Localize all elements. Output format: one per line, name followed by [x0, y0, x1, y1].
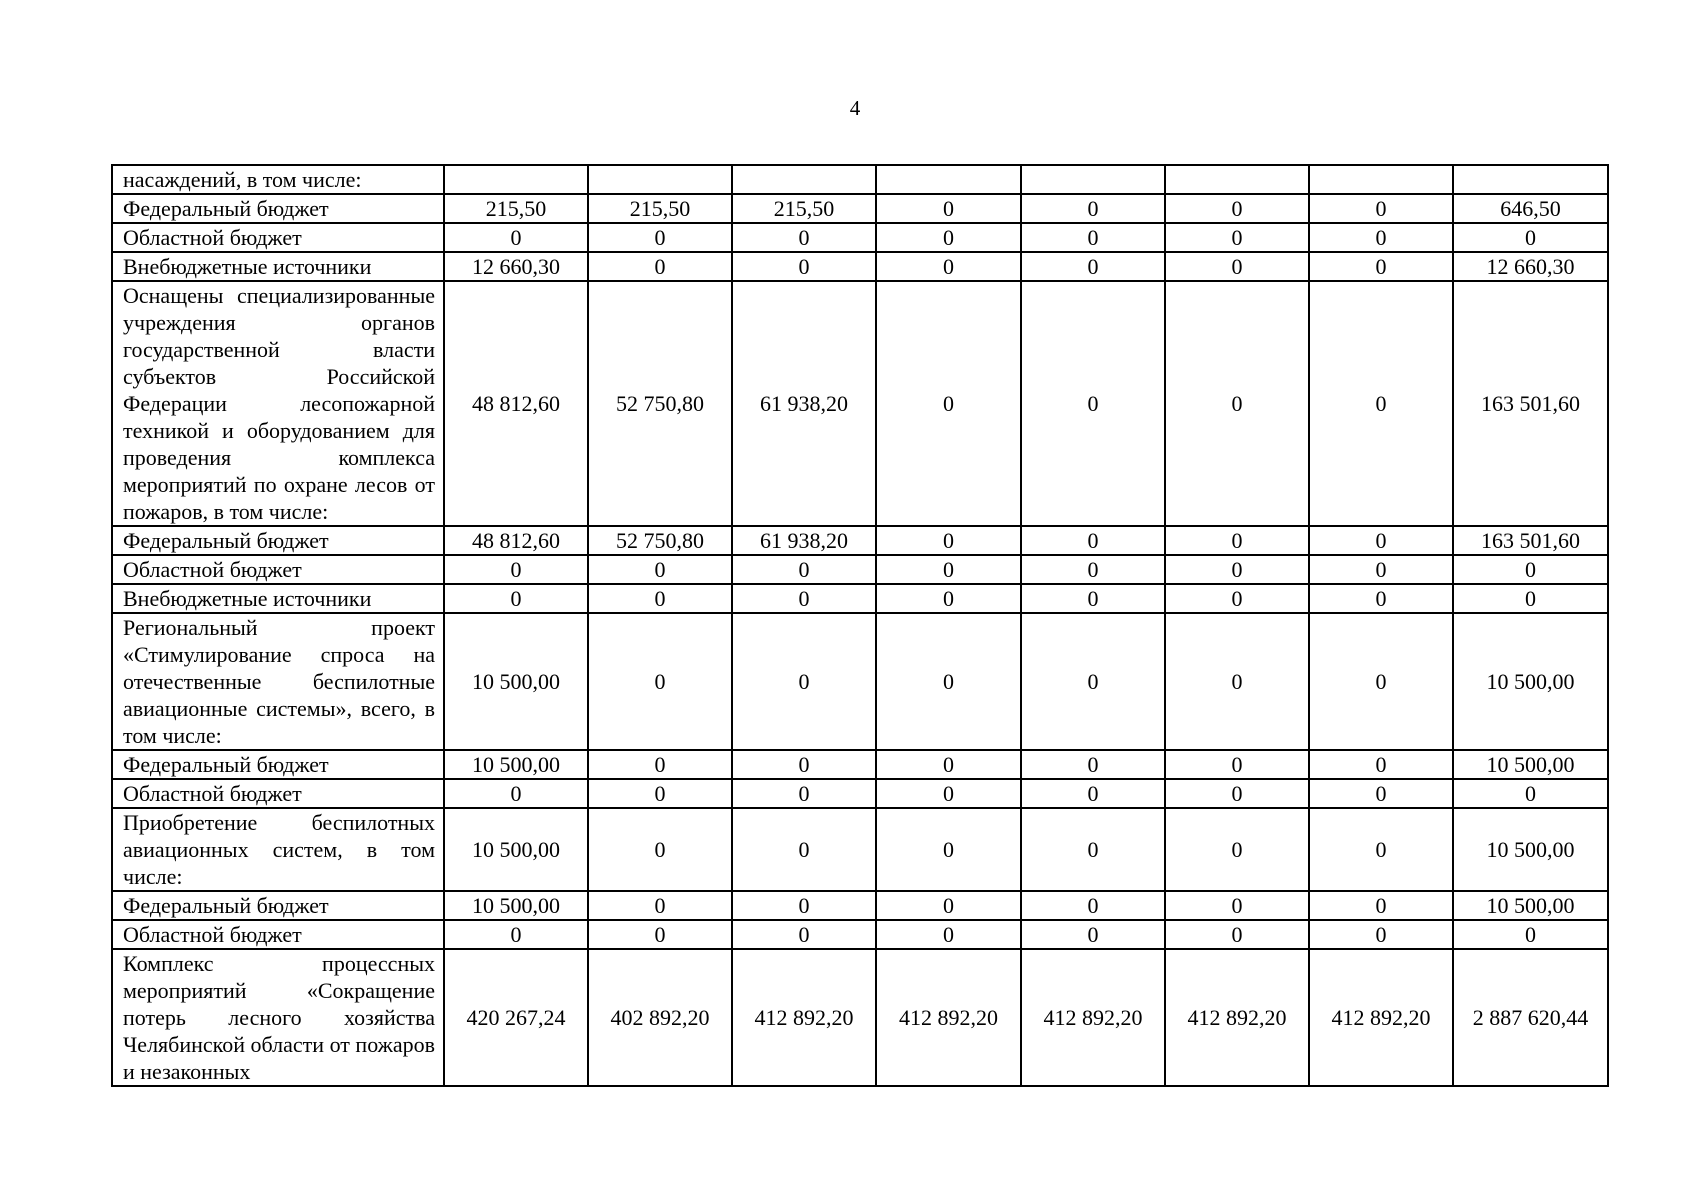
total-cell: 0 [1453, 779, 1608, 808]
value-cell: 0 [876, 194, 1021, 223]
value-cell: 0 [1165, 920, 1309, 949]
value-cell: 61 938,20 [732, 281, 876, 526]
value-cell: 0 [732, 891, 876, 920]
value-cell: 0 [1165, 281, 1309, 526]
row-label: Областной бюджет [112, 920, 444, 949]
value-cell [1309, 165, 1453, 194]
value-cell: 0 [1165, 252, 1309, 281]
value-cell: 0 [876, 252, 1021, 281]
value-cell: 0 [732, 555, 876, 584]
value-cell: 0 [1309, 526, 1453, 555]
row-label: Областной бюджет [112, 555, 444, 584]
value-cell: 0 [588, 808, 732, 891]
total-cell: 12 660,30 [1453, 252, 1608, 281]
row-label: Приобретение беспилотных авиационных систем, в том числе: [112, 808, 444, 891]
value-cell: 0 [1021, 613, 1165, 750]
row-label: Федеральный бюджет [112, 526, 444, 555]
table-row [112, 281, 1608, 526]
value-cell: 0 [588, 584, 732, 613]
value-cell [1021, 165, 1165, 194]
value-cell: 48 812,60 [444, 281, 588, 526]
value-cell: 0 [732, 252, 876, 281]
total-cell: 0 [1453, 555, 1608, 584]
total-cell: 163 501,60 [1453, 526, 1608, 555]
row-label: Федеральный бюджет [112, 891, 444, 920]
value-cell: 0 [1309, 808, 1453, 891]
row-label: Оснащены специализированные учреждения органов государственной власти субъектов Российской Федерации лесопожарной техникой и оборудованием для проведения комплекса мероприятий по охране лесов от пожаров, в том числе: [112, 281, 444, 526]
value-cell: 0 [1021, 920, 1165, 949]
value-cell: 0 [876, 584, 1021, 613]
value-cell [444, 165, 588, 194]
value-cell [732, 165, 876, 194]
value-cell: 412 892,20 [1165, 949, 1309, 1086]
value-cell: 0 [732, 779, 876, 808]
value-cell: 0 [732, 613, 876, 750]
value-cell: 0 [1309, 613, 1453, 750]
value-cell: 0 [876, 891, 1021, 920]
value-cell: 0 [1165, 223, 1309, 252]
value-cell: 215,50 [732, 194, 876, 223]
table-row [112, 891, 1608, 920]
value-cell: 402 892,20 [588, 949, 732, 1086]
value-cell: 61 938,20 [732, 526, 876, 555]
value-cell: 0 [1021, 281, 1165, 526]
value-cell: 10 500,00 [444, 750, 588, 779]
value-cell [588, 165, 732, 194]
value-cell: 0 [1165, 555, 1309, 584]
value-cell: 0 [588, 223, 732, 252]
value-cell: 0 [1309, 891, 1453, 920]
value-cell: 0 [732, 808, 876, 891]
value-cell: 0 [876, 526, 1021, 555]
row-label: Федеральный бюджет [112, 194, 444, 223]
value-cell: 0 [876, 281, 1021, 526]
row-label: насаждений, в том числе: [112, 165, 444, 194]
value-cell: 0 [1309, 750, 1453, 779]
value-cell [1165, 165, 1309, 194]
value-cell: 0 [876, 779, 1021, 808]
total-cell: 10 500,00 [1453, 808, 1608, 891]
row-label: Федеральный бюджет [112, 750, 444, 779]
row-label: Областной бюджет [112, 223, 444, 252]
table-row [112, 949, 1608, 1086]
value-cell: 412 892,20 [1309, 949, 1453, 1086]
total-cell: 2 887 620,44 [1453, 949, 1608, 1086]
page-number: 4 [849, 96, 861, 120]
value-cell: 412 892,20 [732, 949, 876, 1086]
value-cell: 0 [1309, 920, 1453, 949]
value-cell: 0 [876, 613, 1021, 750]
value-cell: 12 660,30 [444, 252, 588, 281]
value-cell: 0 [876, 808, 1021, 891]
value-cell: 0 [588, 891, 732, 920]
value-cell: 0 [1309, 584, 1453, 613]
value-cell: 0 [588, 779, 732, 808]
value-cell: 0 [876, 555, 1021, 584]
value-cell: 0 [732, 920, 876, 949]
value-cell: 0 [732, 584, 876, 613]
value-cell: 0 [1021, 891, 1165, 920]
total-cell: 10 500,00 [1453, 613, 1608, 750]
value-cell: 412 892,20 [1021, 949, 1165, 1086]
value-cell: 0 [444, 779, 588, 808]
total-cell: 10 500,00 [1453, 891, 1608, 920]
value-cell: 412 892,20 [876, 949, 1021, 1086]
value-cell: 0 [588, 750, 732, 779]
value-cell: 0 [588, 555, 732, 584]
value-cell: 52 750,80 [588, 526, 732, 555]
table-row [112, 750, 1608, 779]
total-cell: 646,50 [1453, 194, 1608, 223]
value-cell: 0 [1165, 891, 1309, 920]
value-cell: 0 [444, 584, 588, 613]
table-row [112, 779, 1608, 808]
value-cell: 0 [1309, 252, 1453, 281]
value-cell: 0 [732, 223, 876, 252]
table-row [112, 252, 1608, 281]
total-cell [1453, 165, 1608, 194]
value-cell: 0 [1021, 584, 1165, 613]
value-cell: 52 750,80 [588, 281, 732, 526]
row-label: Областной бюджет [112, 779, 444, 808]
value-cell: 0 [1165, 526, 1309, 555]
value-cell: 215,50 [588, 194, 732, 223]
row-label: Комплекс процессных мероприятий «Сокращение потерь лесного хозяйства Челябинской области от пожаров и незаконных [112, 949, 444, 1086]
total-cell: 10 500,00 [1453, 750, 1608, 779]
budget-table [111, 164, 1609, 1087]
value-cell: 0 [1021, 526, 1165, 555]
table-row [112, 808, 1608, 891]
table-row [112, 526, 1608, 555]
total-cell: 0 [1453, 584, 1608, 613]
value-cell: 0 [1165, 750, 1309, 779]
value-cell: 0 [1165, 808, 1309, 891]
value-cell: 0 [876, 750, 1021, 779]
value-cell: 10 500,00 [444, 891, 588, 920]
total-cell: 163 501,60 [1453, 281, 1608, 526]
value-cell: 0 [876, 920, 1021, 949]
value-cell: 0 [1021, 779, 1165, 808]
value-cell: 0 [1165, 779, 1309, 808]
value-cell: 0 [1021, 808, 1165, 891]
value-cell: 0 [1021, 555, 1165, 584]
table-row [112, 194, 1608, 223]
value-cell: 0 [444, 555, 588, 584]
value-cell: 0 [444, 920, 588, 949]
value-cell: 0 [1309, 779, 1453, 808]
value-cell: 420 267,24 [444, 949, 588, 1086]
value-cell: 10 500,00 [444, 613, 588, 750]
value-cell: 0 [1165, 584, 1309, 613]
value-cell: 0 [732, 750, 876, 779]
value-cell: 0 [1165, 194, 1309, 223]
value-cell: 10 500,00 [444, 808, 588, 891]
table-row [112, 555, 1608, 584]
value-cell: 0 [876, 223, 1021, 252]
value-cell: 215,50 [444, 194, 588, 223]
value-cell: 0 [1021, 252, 1165, 281]
row-label: Внебюджетные источники [112, 252, 444, 281]
table-row [112, 920, 1608, 949]
table-body [112, 165, 1608, 1086]
value-cell [876, 165, 1021, 194]
value-cell: 0 [588, 613, 732, 750]
value-cell: 0 [588, 920, 732, 949]
value-cell: 0 [1021, 750, 1165, 779]
table-row [112, 223, 1608, 252]
value-cell: 0 [1309, 555, 1453, 584]
value-cell: 0 [1309, 194, 1453, 223]
total-cell: 0 [1453, 223, 1608, 252]
row-label: Региональный проект «Стимулирование спроса на отечественные беспилотные авиационные системы», всего, в том числе: [112, 613, 444, 750]
value-cell: 0 [1021, 194, 1165, 223]
table-row [112, 584, 1608, 613]
value-cell: 0 [1021, 223, 1165, 252]
value-cell: 0 [1309, 223, 1453, 252]
table-row [112, 613, 1608, 750]
total-cell: 0 [1453, 920, 1608, 949]
table-row [112, 165, 1608, 194]
value-cell: 0 [444, 223, 588, 252]
value-cell: 48 812,60 [444, 526, 588, 555]
value-cell: 0 [1309, 281, 1453, 526]
row-label: Внебюджетные источники [112, 584, 444, 613]
value-cell: 0 [588, 252, 732, 281]
value-cell: 0 [1165, 613, 1309, 750]
